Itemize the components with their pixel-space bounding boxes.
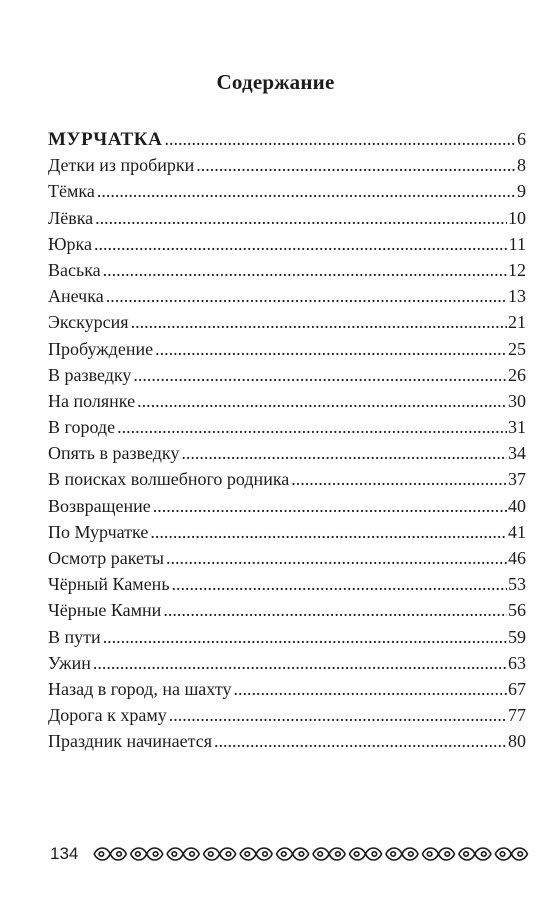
toc-entry-page: 6 [517,129,526,149]
toc-entry [48,231,526,257]
dot-leader [214,728,507,754]
toc-entry [48,702,526,728]
toc-entry [48,650,526,676]
toc-entry [48,545,526,571]
toc-entry [48,178,526,204]
page-number: 134 [50,844,79,863]
toc-entry [48,571,526,597]
toc-entry-title: Тёмка [48,181,95,202]
toc-entry-page: 13 [508,286,526,307]
toc-entry-title: Опять в разведку [48,443,180,464]
toc-entry-title: МУРЧАТКА [48,129,163,150]
toc-entry-title: В поисках волшебного родника [48,469,290,490]
toc-entry [48,519,526,545]
dot-leader [291,466,507,492]
toc-entry-title: Анечка [48,286,104,307]
page-footer [50,840,530,868]
toc-entry-page: 26 [508,364,526,385]
dot-leader [117,414,507,440]
toc-entry-title: Назад в город, на шахту [48,678,232,699]
toc-entry [48,362,526,388]
dot-leader [150,519,507,545]
toc-entry-page: 80 [508,731,526,752]
swirl-ornament-icon [92,844,530,864]
toc-entry-page: 10 [508,207,526,228]
toc-entry-title: На полянке [48,390,136,411]
toc-entry-title: В пути [48,626,101,647]
dot-leader [97,178,516,204]
toc-entry [48,624,526,650]
toc-entry [48,493,526,519]
dot-leader [93,650,507,676]
dot-leader [103,624,507,650]
dot-leader [95,205,507,231]
toc-entry [48,309,526,335]
toc-entry-page: 31 [508,417,526,438]
page-title: Содержание [216,70,335,94]
toc-entry-page: 25 [508,338,526,359]
dot-leader [181,440,507,466]
toc-entry [48,440,526,466]
dot-leader [163,597,507,623]
toc-entry-page: 9 [517,181,526,202]
toc-entry-page: 12 [508,259,526,280]
toc-entry-title: Детки из пробирки [48,155,195,176]
toc-entry [48,205,526,231]
toc-entry [48,257,526,283]
toc-entry-page: 59 [508,626,526,647]
toc-section-heading [48,126,526,152]
toc-entry-title: Чёрный Камень [48,574,170,595]
toc-entry-page: 56 [508,600,526,621]
toc-entry-title: По Мурчатке [48,521,149,542]
toc-entry-title: Пробуждение [48,338,154,359]
dot-leader [133,362,507,388]
toc-entry-title: Возвращение [48,495,151,516]
toc-entry-page: 67 [508,678,526,699]
toc-entry [48,388,526,414]
toc-entry-page: 77 [508,705,526,726]
dot-leader [196,152,516,178]
dot-leader [153,493,507,519]
toc-entry-page: 21 [508,312,526,333]
dot-leader [94,231,508,257]
toc-entry-title: Осмотр ракеты [48,548,164,568]
dot-leader [166,545,507,571]
toc-entry-title: Васька [48,259,101,280]
toc-entry-page: 34 [508,443,526,464]
dot-leader [137,388,507,414]
toc-entry [48,728,526,754]
dot-leader [131,309,507,335]
toc-entry-title: Праздник начинается [48,731,212,752]
toc-entry [48,283,526,309]
toc-entry [48,414,526,440]
dot-leader [169,702,507,728]
toc-entry-page: 30 [508,390,526,411]
toc-entry-page: 8 [517,155,526,176]
toc-entry [48,152,526,178]
toc-entry-title: В разведку [48,364,132,385]
dot-leader [172,571,507,597]
toc-entry-page: 46 [508,548,526,568]
toc-entry-title: Ужин [48,652,91,673]
toc-entry-page: 11 [508,233,526,254]
toc-entry [48,466,526,492]
toc-entry-title: В городе [48,417,116,438]
toc-entry [48,676,526,702]
toc-entry [48,597,526,623]
dot-leader [164,126,516,152]
dot-leader [106,283,507,309]
toc-entry-title: Чёрные Камни [48,600,162,621]
toc-entry-page: 40 [508,495,526,516]
toc-entry-title: Экскурсия [48,312,129,333]
table-of-contents [48,126,526,755]
toc-entry-page: 37 [508,469,526,490]
toc-entry-title: Дорога к храму [48,705,167,726]
dot-leader [155,336,507,362]
toc-entry-title: Юрка [48,233,92,254]
toc-entry-page: 53 [508,574,526,595]
dot-leader [103,257,507,283]
dot-leader [233,676,507,702]
toc-entry-page: 41 [508,521,526,542]
toc-entry-page: 63 [508,652,526,673]
toc-entry [48,336,526,362]
toc-entry-title: Лёвка [48,207,94,228]
